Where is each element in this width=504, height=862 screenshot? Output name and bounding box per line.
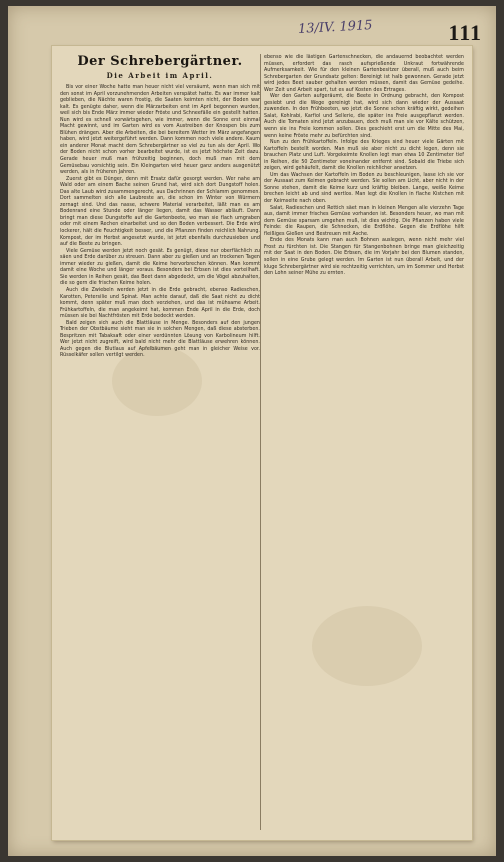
article-column-right — [264, 54, 464, 277]
article-paragraph: Wer den Garten aufgeräumt, die Beete in Ordnung gebracht, den Kompost gesiebt und die Wege gereinigt hat, wird sich dann wieder der Aussaat zuwenden. In den Frühbeeten, wo jetzt die Sonne schon kräftig wirkt, gedeihen Salat, Kohlrabi, Karfiol und Sellerie, die später ins Freie ausgepflanzt werden. Auch die Tomaten sind jetzt anzubauen, doch muß man sie vor Kälte schützen, wenn sie ins Freie kommen sollen. Dies geschieht erst um die Mitte des Mai, wenn keine Fröste mehr zu befürchten sind. — [264, 93, 464, 139]
newspaper-clipping — [52, 46, 472, 840]
article-paragraph: Bis vor einer Woche hatte man heuer nicht viel versäumt, wenn man sich mit den sonst im April vorzunehmenden Arbeiten verspätet hatte. Es war immer kalt geblieben, die Nächte waren frostig, die Saaten keimten nicht, der Boden war kalt. Es genügte daher, wenn die Märzarbeiten erst im April begonnen wurden, weil sich bis Ende März immer wieder Fröste und Schneefälle ein gestellt hatten. Nun wird es schnell vorwärtsgehen, wie immer, wenn die Sonne erst einmal Macht gewinnt, und im Garten wird es vom Austreiben der Knospen bis zum Blühen drängen. Aber die Arbeiten, die bei bereitem Wetter im März angefangen haben, wird jetzt weitergeführt werden. Dann kommen noch viele andere. Kaum ein anderer Monat macht dem Schrebergärtner so viel zu tun als der April. Wo der Boden nicht schon vorher bearbeitet wurde, ist es jetzt höchste Zeit dazu. Gerade heuer muß man frühzeitig beginnen, doch muß man mit dem Gemüsebau vorsichtig sein. Ein Kleingarten wird heuer ganz anders ausgenützt werden, als in früheren Jahren. — [60, 84, 260, 176]
article-paragraph: Zuerst gibt es Dünger, denn mit Ersatz dafür gesorgt werden. Wer nahe am Wald oder am einem Bache seinen Grund hat, wird sich dort Dungstoff holen. Das alte Laub wird zusammengerecht, aus Dachrinnen der Schlamm genommen. Dort sammelten sich alle Laubreste an, die schon im Winter von Würmern zernagt sind. Und das nasse, schwere Material verarbeitet, läßt man es am Bodenrand eine Stunde oder länger liegen, damit das Wasser abläuft. Dann bringt man diese Dungstoffe auf die Gartenbeete, wo man sie flach umgraben oder mit einem Rechen einarbeitet und so den Boden verbessert. Die Erde wird lockerer, hält die Feuchtigkeit besser, und die Pflanzen finden reichlich Nahrung. Kompost, der im Herbst angesetzt wurde, ist jetzt ebenfalls durchzusieben und auf die Beete zu bringen. — [60, 175, 260, 248]
article-paragraph: Bald zeigen sich auch die Blattläuse in Menge. Besonders auf den jungen Trieben der Obstbäume sieht man sie in solchen Mengen, daß diese absterben. Bespritzen mit Tabaksaft oder einer verdünnten Lösung von Karbolineum hilft. Wer jetzt nicht zugreift, wird bald nicht mehr die Blattläuse erwehren können. Auch gegen die Blutlaus auf Apfelbäumen geht man in gleicher Weise vor. Rüsselkäfer sollen vertilgt werden. — [60, 319, 260, 359]
article-paragraph: Ende des Monats kann man auch Bohnen auslegen, wenn nicht mehr viel Frost zu fürchten ist. Die Stangen für Stangenbohnen bringe man gleichzeitig mit der Saat in den Boden. Die Erbsen, die im Vorjahr bei den Blumen standen, sollen in eine Grube gelegt werden. Im Garten ist nun überall Arbeit, und der kluge Schrebergärtner wird sie rechtzeitig verrichten, um im Sommer und Herbst den Lohn seiner Mühe zu ernten. — [264, 237, 464, 277]
article-paragraph: Auch die Zwiebeln werden jetzt in die Erde gebracht, ebenso Radieschen, Karotten, Petersilie und Spinat. Man achte darauf, daß die Saat nicht zu dicht kommt, denn später muß man doch verziehen, und das ist mühsame Arbeit. Frühkartoffeln, die man angekeimt hat, kommen Ende April in die Erde, doch müssen sie bei Nachtfrösten mit Erde bedeckt werden. — [60, 286, 260, 320]
article-paragraph: Nun zu den Frühkartoffeln. Infolge des Krieges sind heuer viele Gärten mit Kartoffeln bestellt worden. Man muß sie aber nicht zu dicht legen, denn sie brauchen Platz und Luft. Vorgekeimte Knollen legt man etwa 10 Zentimeter tief in Reihen, die 50 Zentimeter voneinander entfernt sind. Sobald die Triebe sich zeigen, wird gehäufelt, damit die Knollen reichlicher ansetzen. — [264, 139, 464, 172]
article-title: Der Schrebergärtner. — [77, 54, 243, 69]
album-page — [8, 6, 496, 856]
article-paragraph: Salat, Radieschen und Rettich säet man in kleinen Mengen alle vierzehn Tage aus, damit immer frisches Gemüse vorhanden ist. Besonders heuer, wo man mit dem Gemüse sparsam umgehen muß, ist dies wichtig. Die Pflanzen haben viele Feinde: die Raupen, die Schnecken, die Erdflöhe. Gegen die Erdflöhe hilft fleißiges Gießen und Bestreuen mit Asche. — [264, 204, 464, 237]
article-column-left — [60, 54, 260, 359]
article-paragraph: Viele Gemüse werden jetzt noch gesät. Es genügt, diese nur oberflächlich zu säen und Erde darüber zu streuen. Dann aber zu gießen und an trockenen Tagen immer wieder zu gießen, damit die Keime hervorbrechen können. Man kommt damit eine Woche und länger voraus. Besonders bei Erbsen ist dies vorteilhaft. Sie werden in Reihen gesät, das Beet dann abgedeckt, um die Vögel abzuhalten, die so gern die frischen Keime holen. — [60, 247, 260, 287]
column-divider — [260, 54, 261, 830]
article-paragraph: ebenso wie die lästigen Gartenschnecken, die andauernd beobachtet werden müssen, erfordert das rasch aufsprießende Unkraut fortwährende Aufmerksamkeit. Wie für den kleinen Gartenbesitzer überall, muß auch beim Schrebergarten der Grundsatz gelten: Bereinigt ist halb gewonnen. Gerade jetzt wird jedes Beet sauber gehalten werden müssen, damit das Gemüse gedeihe. Wer Zeit und Arbeit spart, tut es auf Kosten des Ertrages. — [264, 54, 464, 93]
article-subtitle: Die Arbeit im April. — [106, 71, 214, 80]
page-number: 111 — [448, 20, 482, 45]
handwritten-date-note: 13/IV. 1915 — [297, 18, 373, 37]
article-paragraph: Um das Wachsen der Kartoffeln im Boden zu beschleunigen, lasse ich sie vor der Aussaat zum Keimen gebracht werden. Sie sollen am Licht, aber nicht in der Sonne stehen, damit die Keime kurz und kräftig bleiben. Lange, weiße Keime brechen leicht ab und sind wertlos. Man legt die Knollen in flache Kistchen mit der Keimseite nach oben. — [264, 171, 464, 205]
